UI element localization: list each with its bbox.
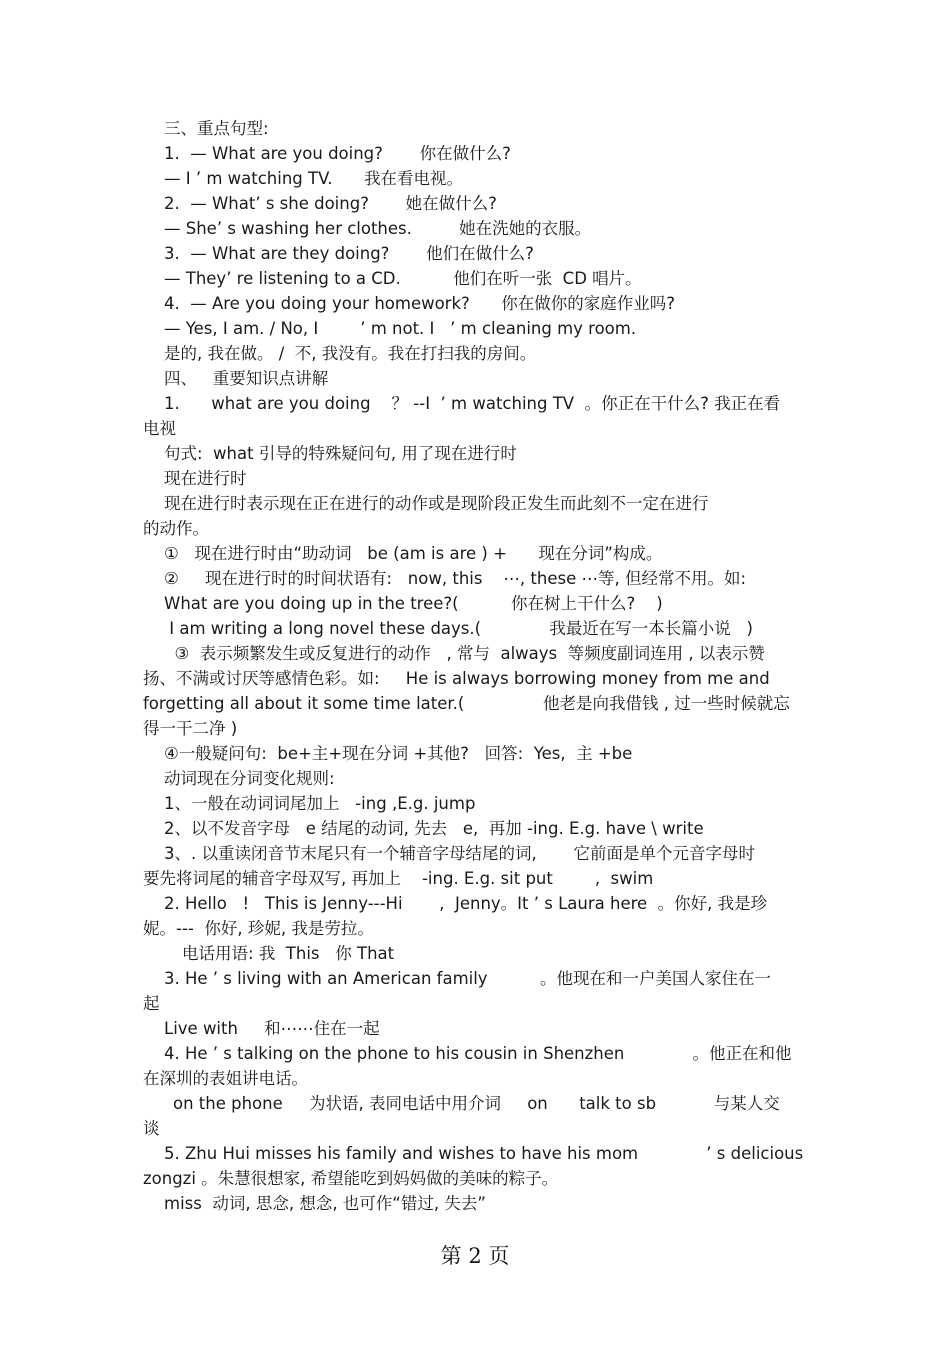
text-line: 2. Hello ! This is Jenny---Hi , Jenny。It ’ s Laura here 。你好, 我是珍 (164, 894, 768, 913)
text-line: ① 现在进行时由“助动词 be (am is are ) + 现在分词”构成。 (164, 544, 663, 563)
text-line: 现在进行时 (164, 469, 247, 488)
text-line: 5. Zhu Hui misses his family and wishes to have his mom ’ s delicious (164, 1144, 804, 1163)
text-line: miss 动词, 思念, 想念, 也可作“错过, 失去” (164, 1194, 486, 1213)
text-line: ③ 表示频繁发生或反复进行的动作 , 常与 always 等频度副词连用 , 以表示赞 (164, 644, 765, 663)
text-line: ② 现在进行时的时间状语有: now, this ⋯, these ⋯等, 但经常不用。如: (164, 569, 747, 588)
text-line: 1. what are you doing ？ --I ’ m watching TV 。你正在干什么? 我正在看 (164, 394, 781, 413)
text-line: 3. — What are they doing? 他们在做什么? (164, 244, 534, 263)
text-line: 电视 (143, 419, 176, 438)
text-line: I am writing a long novel these days.( 我最近在写一本长篇小说 ) (164, 619, 753, 638)
text-line: 4. — Are you doing your homework? 你在做你的家庭作业吗? (164, 294, 676, 313)
text-line: 2、以不发音字母 e 结尾的动词, 先去 e, 再加 -ing. E.g. have \ write (164, 819, 704, 838)
text-line: 的动作。 (143, 519, 209, 538)
text-line: 现在进行时表示现在正在进行的动作或是现阶段正发生而此刻不一定在进行 (164, 494, 709, 513)
text-line: 动词现在分词变化规则: (164, 769, 335, 788)
text-line: 妮。--- 你好, 珍妮, 我是劳拉。 (143, 919, 374, 938)
text-line: 4. He ’ s talking on the phone to his cousin in Shenzhen 。他正在和他 (164, 1044, 792, 1063)
text-line: 电话用语: 我 This 你 That (182, 944, 395, 963)
text-line: 句式: what 引导的特殊疑问句, 用了现在进行时 (164, 444, 517, 463)
text-line: 扬、不满或讨厌等感情色彩。如: He is always borrowing money from me and (143, 669, 770, 688)
text-line: — They’ re listening to a CD. 他们在听一张 CD 唱片。 (164, 269, 642, 288)
text-line: What are you doing up in the tree?( 你在树上干什么? ) (164, 594, 663, 613)
text-line: forgetting all about it some time later.( 他老是向我借钱 , 过一些时候就忘 (143, 694, 790, 713)
text-line: 1、一般在动词词尾加上 -ing ,E.g. jump (164, 794, 476, 813)
text-line: 2. — What’ s she doing? 她在做什么? (164, 194, 497, 213)
text-line: 起 (143, 994, 160, 1013)
text-line: 1. — What are you doing? 你在做什么? (164, 144, 511, 163)
text-line: 3、. 以重读闭音节末尾只有一个辅音字母结尾的词, 它前面是单个元音字母时 (164, 844, 755, 863)
text-line: — I ’ m watching TV. 我在看电视。 (164, 169, 463, 188)
text-line: 是的, 我在做。 / 不, 我没有。我在打扫我的房间。 (164, 344, 537, 363)
text-line: Live with 和⋯⋯住在一起 (164, 1019, 380, 1038)
text-line: on the phone 为状语, 表同电话中用介词 on talk to sb 与某人交 (173, 1094, 780, 1113)
text-line: 三、重点句型: (164, 119, 269, 138)
text-line: 在深圳的表姐讲电话。 (143, 1069, 308, 1088)
text-line: 得一干二净 ) (143, 719, 238, 738)
text-line: ④一般疑问句: be+主+现在分词 +其他? 回答: Yes, 主 +be (164, 744, 633, 763)
text-line: — She’ s washing her clothes. 她在洗她的衣服。 (164, 219, 592, 238)
text-line: 要先将词尾的辅音字母双写, 再加上 -ing. E.g. sit put , swim (143, 869, 654, 888)
text-line: 3. He ’ s living with an American family 。他现在和一户美国人家住在一 (164, 969, 772, 988)
page-number: 第 2 页 (440, 1244, 510, 1268)
text-line: zongzi 。朱慧很想家, 希望能吃到妈妈做的美味的粽子。 (143, 1169, 559, 1188)
section-heading: 四、 重要知识点讲解 (164, 369, 329, 388)
text-line: 谈 (143, 1119, 160, 1138)
text-line: — Yes, I am. / No, I ’ m not. I ’ m cleaning my room. (164, 319, 637, 338)
